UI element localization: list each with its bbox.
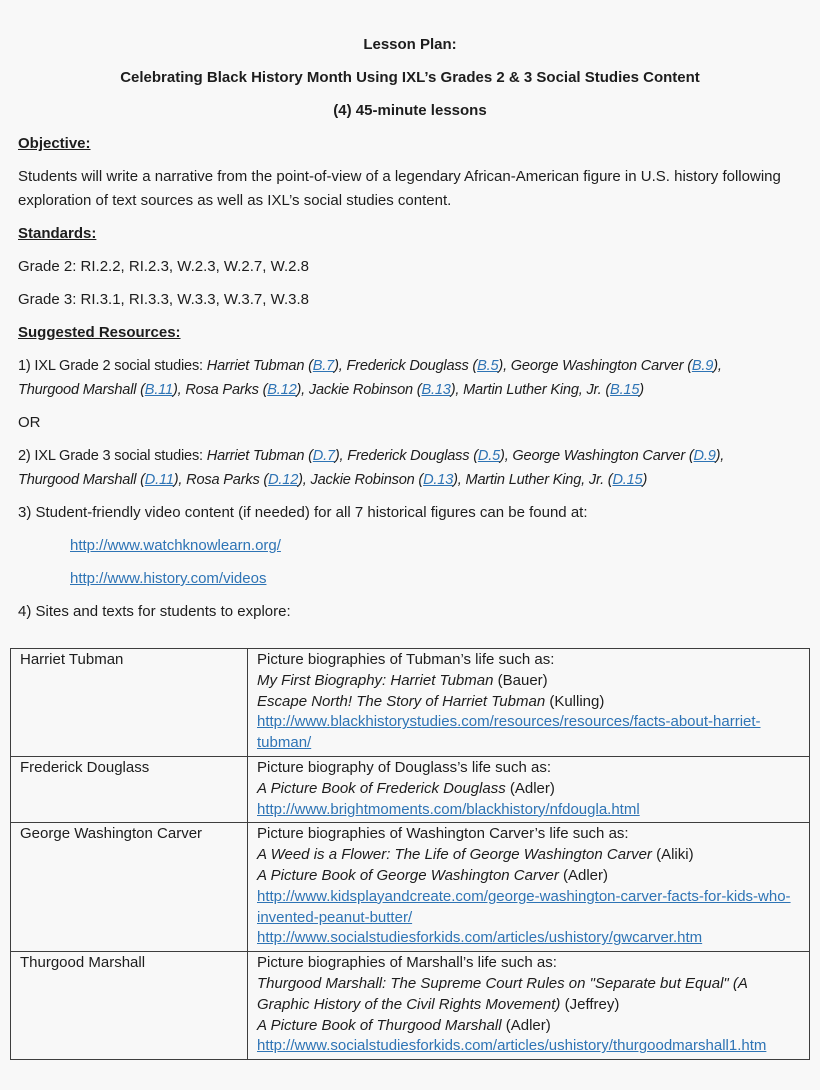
resource-text: Picture biographies of Marshall’s life such as: [257,954,557,972]
standards-grade2: Grade 2: RI.2.2, RI.2.3, W.2.3, W.2.7, W.2.8 [18,258,309,275]
resource-text: (Adler) [505,779,555,797]
resource-line [257,800,800,821]
resource-item-1-line1 [18,354,802,378]
resource-line [257,779,800,800]
figure-name-text: ), [334,448,348,464]
video-link-row-2 [18,567,802,591]
resource-line [257,671,800,692]
resource-item-1 [18,354,802,402]
figure-name-text: ), [296,382,309,398]
table-row [11,952,810,1060]
resource-line [257,758,800,779]
ixl-skill-link[interactable]: B.7 [312,358,335,374]
resource-item-3: 3) Student-friendly video content (if needed) for all 7 historical figures can be found at: [18,504,588,521]
resource-item-1-figures-line1 [207,358,722,374]
resource-item-2-figures-line1 [207,448,724,464]
resource-line [257,692,800,713]
ixl-skill-link[interactable]: B.13 [421,382,451,398]
resource-line [257,824,800,845]
video-link-watchknowlearn[interactable]: http://www.watchknowlearn.org/ [70,537,281,554]
resource-line [257,712,800,754]
standards-heading [18,222,802,246]
figure-name-text: George Washington Carver ( [510,358,692,374]
resource-line [257,1036,800,1057]
figure-name-text: Thurgood Marshall ( [18,472,145,488]
figure-name-text: Jackie Robinson ( [308,382,422,398]
figure-name-text: Harriet Tubman ( [206,358,313,374]
figure-name-text: ) [639,382,644,398]
ixl-skill-link[interactable]: D.5 [477,448,501,464]
figure-name-text: ), [298,472,311,488]
resource-line [257,974,800,1016]
resource-url-link[interactable]: http://www.socialstudiesforkids.com/articles/ushistory/thurgoodmarshall1.htm [257,1037,767,1055]
table-row [11,649,810,757]
resource-text: Picture biographies of Tubman’s life such as: [257,651,555,668]
doc-title-line1: Lesson Plan: [363,36,457,53]
book-title-text: Thurgood Marshall: The Supreme Court Rules on "Separate but Equal" (A Graphic History of the Civil Rights Movement) [257,974,748,1013]
ixl-skill-link[interactable]: D.11 [144,472,174,488]
figure-resources-cell [248,823,810,952]
resource-url-link[interactable]: http://www.blackhistorystudies.com/resources/resources/facts-about-harriet-tubman/ [257,713,761,752]
ixl-skill-link[interactable]: B.15 [610,382,640,398]
ixl-skill-link[interactable]: D.9 [693,448,716,464]
figure-resources-cell [248,649,810,757]
resource-line [257,866,800,887]
figure-name-text: ), [450,382,464,398]
figure-name-text: Rosa Parks ( [185,382,268,398]
video-link-row-1 [18,534,802,558]
ixl-skill-link[interactable]: B.12 [267,382,297,398]
figures-resources-table [10,648,810,1060]
figure-name-text: ) [642,472,648,488]
figure-name-text: ), [334,358,347,374]
resource-text: (Jeffrey) [560,995,620,1013]
ixl-skill-link[interactable]: B.11 [144,382,173,398]
resource-text: (Bauer) [493,671,548,689]
resource-line [257,887,800,929]
objective-heading [18,132,802,156]
video-link-history[interactable]: http://www.history.com/videos [70,570,267,587]
figure-name-text: ), [453,472,466,488]
resource-item-1-line2 [18,378,802,402]
resource-item-4: 4) Sites and texts for students to explore: [18,603,291,620]
figure-name-text: Frederick Douglass ( [347,448,478,464]
resources-heading-text: Suggested Resources: [18,324,181,341]
ixl-skill-link[interactable]: B.9 [691,358,714,374]
figure-name-text: ), [713,358,722,374]
resource-url-link[interactable]: http://www.socialstudiesforkids.com/articles/ushistory/gwcarver.htm [257,929,703,947]
resource-text: (Adler) [558,866,609,884]
figure-name-text: ), [500,448,513,464]
resource-item-2-prefix: 2) IXL Grade 3 social studies: [18,448,207,464]
resource-line [257,953,800,974]
resource-text: (Kulling) [545,692,605,710]
figure-name-text: Rosa Parks ( [186,472,269,488]
resource-item-2-line2 [18,468,802,492]
resource-url-link[interactable]: http://www.kidsplayandcreate.com/george-washington-carver-facts-for-kids-who-invented-peanut-butter/ [257,887,791,926]
doc-title-line3: (4) 45-minute lessons [333,102,487,119]
ixl-skill-link[interactable]: D.7 [312,448,335,464]
figure-name-text: Jackie Robinson ( [310,472,424,488]
objective-text: Students will write a narrative from the point-of-view of a legendary African-American figure in U.S. history following exploration of text sources as well as IXL’s social studies content. [18,168,781,209]
figure-name-cell: Thurgood Marshall [11,952,248,1060]
resource-item-2 [18,444,802,492]
resource-line [257,650,800,671]
figure-name-cell: Harriet Tubman [11,649,248,757]
or-separator: OR [18,414,41,431]
figure-name-text: Thurgood Marshall ( [18,382,145,398]
resource-item-1-figures-line2 [18,382,644,398]
figure-name-cell: Frederick Douglass [11,756,248,822]
resource-item-2-line1 [18,444,802,468]
doc-title-line2: Celebrating Black History Month Using IXL’s Grades 2 & 3 Social Studies Content [120,69,700,86]
resource-url-link[interactable]: http://www.brightmoments.com/blackhistory/nfdougla.html [257,800,640,818]
objective-heading-text: Objective: [18,135,91,152]
figure-name-text: ), [498,358,511,374]
resource-item-2-figures-line2 [18,472,647,488]
figure-resources-cell [248,756,810,822]
figure-name-cell: George Washington Carver [11,823,248,952]
ixl-skill-link[interactable]: B.5 [477,358,499,374]
figure-name-text: Frederick Douglass ( [346,358,478,374]
resources-heading [18,321,802,345]
standards-heading-text: Standards: [18,225,97,242]
resource-line [257,845,800,866]
ixl-skill-link[interactable]: D.13 [423,472,454,488]
resource-text: Picture biographies of Washington Carver’s life such as: [257,825,629,843]
table-row [11,823,810,952]
book-title-text: My First Biography: Harriet Tubman [257,671,494,689]
resource-item-1-prefix: 1) IXL Grade 2 social studies: [18,358,207,374]
figure-name-text: ), [715,448,725,464]
standards-grade3: Grade 3: RI.3.1, RI.3.3, W.3.3, W.3.7, W.3.8 [18,291,309,308]
book-title-text: A Picture Book of George Washington Carver [257,866,559,884]
ixl-skill-link[interactable]: D.15 [612,472,643,488]
book-title-text: A Picture Book of Frederick Douglass [257,779,506,797]
resource-text: (Aliki) [651,846,694,864]
book-title-text: Escape North! The Story of Harriet Tubman [257,692,546,710]
figures-resources-table-body [11,649,810,1060]
table-row [11,756,810,822]
book-title-text: A Picture Book of Thurgood Marshall [257,1016,502,1034]
figure-name-text: Martin Luther King, Jr. ( [463,382,611,398]
figure-name-text: Martin Luther King, Jr. ( [465,472,613,488]
ixl-skill-link[interactable]: D.12 [268,472,299,488]
figure-name-text: George Washington Carver ( [512,448,694,464]
resource-line [257,928,800,949]
resource-text: (Adler) [501,1016,551,1034]
resource-text: Picture biography of Douglass’s life such as: [257,758,552,776]
figure-resources-cell [248,952,810,1060]
book-title-text: A Weed is a Flower: The Life of George Washington Carver [257,846,652,864]
figure-name-text: ), [173,472,187,488]
resource-line [257,1016,800,1037]
figure-name-text: Harriet Tubman ( [206,448,313,464]
figure-name-text: ), [172,382,186,398]
